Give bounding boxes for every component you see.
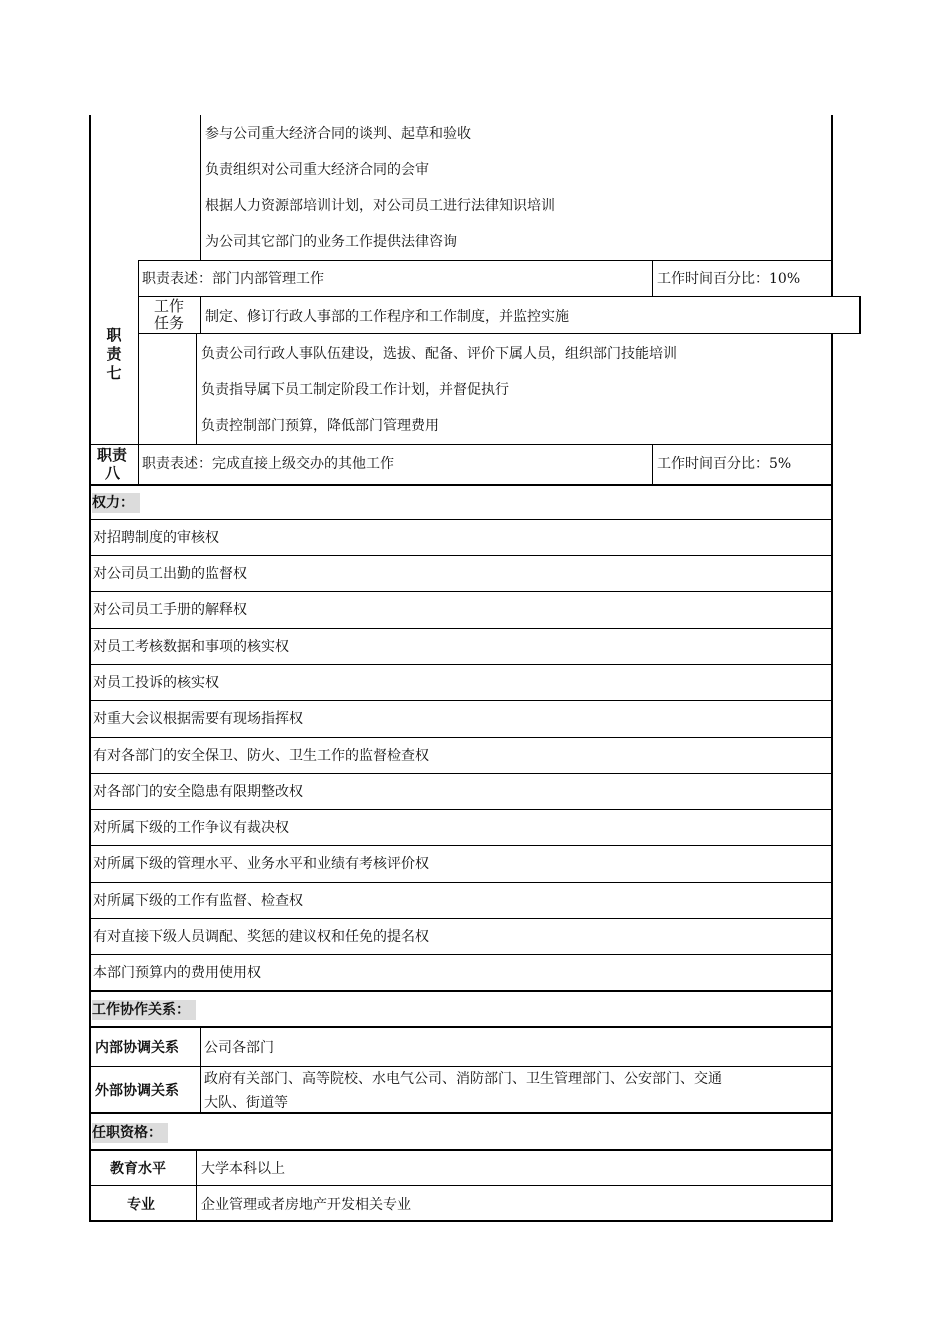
duty7-task-2: 负责公司行政人事队伍建设，选拔、配备、评价下属人员，组织部门技能培训: [201, 346, 677, 362]
power-item: 对所属下级的工作有监督、检查权: [93, 893, 303, 909]
duty7-label-text: 职责七: [106, 326, 122, 382]
task-label-line-2: 任务: [154, 314, 185, 332]
duty7-prev-task-4: 为公司其它部门的业务工作提供法律咨询: [205, 234, 457, 250]
duty7-prev-task-1: 参与公司重大经济合同的谈判、起草和验收: [205, 126, 471, 142]
power-item: 对所属下级的管理水平、业务水平和业绩有考核评价权: [93, 856, 429, 872]
power-item: 对公司员工手册的解释权: [93, 602, 247, 618]
duty7-prev-task-2: 负责组织对公司重大经济合同的会审: [205, 162, 429, 178]
power-item: 对各部门的安全隐患有限期整改权: [93, 784, 303, 800]
power-item: 对所属下级的工作争议有裁决权: [93, 820, 289, 836]
external-coordination-value-line-1: 政府有关部门、高等院校、水电气公司、消防部门、卫生管理部门、公安部门、交通: [204, 1071, 722, 1087]
power-item: 对员工考核数据和事项的核实权: [93, 639, 289, 655]
duty7-statement: 职责表述：部门内部管理工作: [142, 271, 324, 287]
duty7-label: [103, 326, 125, 383]
duty8-label-line-2: 八: [105, 464, 121, 482]
qualification-heading: 任职资格：: [92, 1123, 168, 1143]
task-label-line-1: 工作: [154, 297, 185, 315]
internal-coordination-label: 内部协调关系: [95, 1040, 179, 1056]
power-item: 对员工投诉的核实权: [93, 675, 219, 691]
external-coordination-value-line-2: 大队、街道等: [204, 1095, 288, 1111]
internal-coordination-value: 公司各部门: [204, 1040, 274, 1056]
power-item: 有对各部门的安全保卫、防火、卫生工作的监督检查权: [93, 748, 429, 764]
duty8-label-line-1: 职责: [97, 446, 128, 464]
power-item: 对重大会议根据需要有现场指挥权: [93, 711, 303, 727]
powers-heading: 权力：: [92, 493, 140, 513]
duty7-prev-task-3: 根据人力资源部培训计划，对公司员工进行法律知识培训: [205, 198, 555, 214]
education-label: 教育水平: [110, 1161, 166, 1177]
power-item: 对招聘制度的审核权: [93, 530, 219, 546]
duty8-statement: 职责表述：完成直接上级交办的其他工作: [142, 456, 394, 472]
power-item: 本部门预算内的费用使用权: [93, 965, 261, 981]
major-value: 企业管理或者房地产开发相关专业: [201, 1197, 411, 1213]
duty8-time-percent: 工作时间百分比：5%: [657, 456, 792, 472]
external-coordination-label: 外部协调关系: [95, 1083, 179, 1099]
duty7-task-3: 负责指导属下员工制定阶段工作计划，并督促执行: [201, 382, 509, 398]
duty7-task-4: 负责控制部门预算，降低部门管理费用: [201, 418, 439, 434]
education-value: 大学本科以上: [201, 1161, 285, 1177]
duty7-task-1: 制定、修订行政人事部的工作程序和工作制度，并监控实施: [205, 309, 569, 325]
duty7-time-percent: 工作时间百分比：10%: [657, 271, 801, 287]
power-item: 有对直接下级人员调配、奖惩的建议权和任免的提名权: [93, 929, 429, 945]
cooperation-heading: 工作协作关系：: [92, 1000, 196, 1020]
major-label: 专业: [127, 1197, 155, 1213]
power-item: 对公司员工出勤的监督权: [93, 566, 247, 582]
